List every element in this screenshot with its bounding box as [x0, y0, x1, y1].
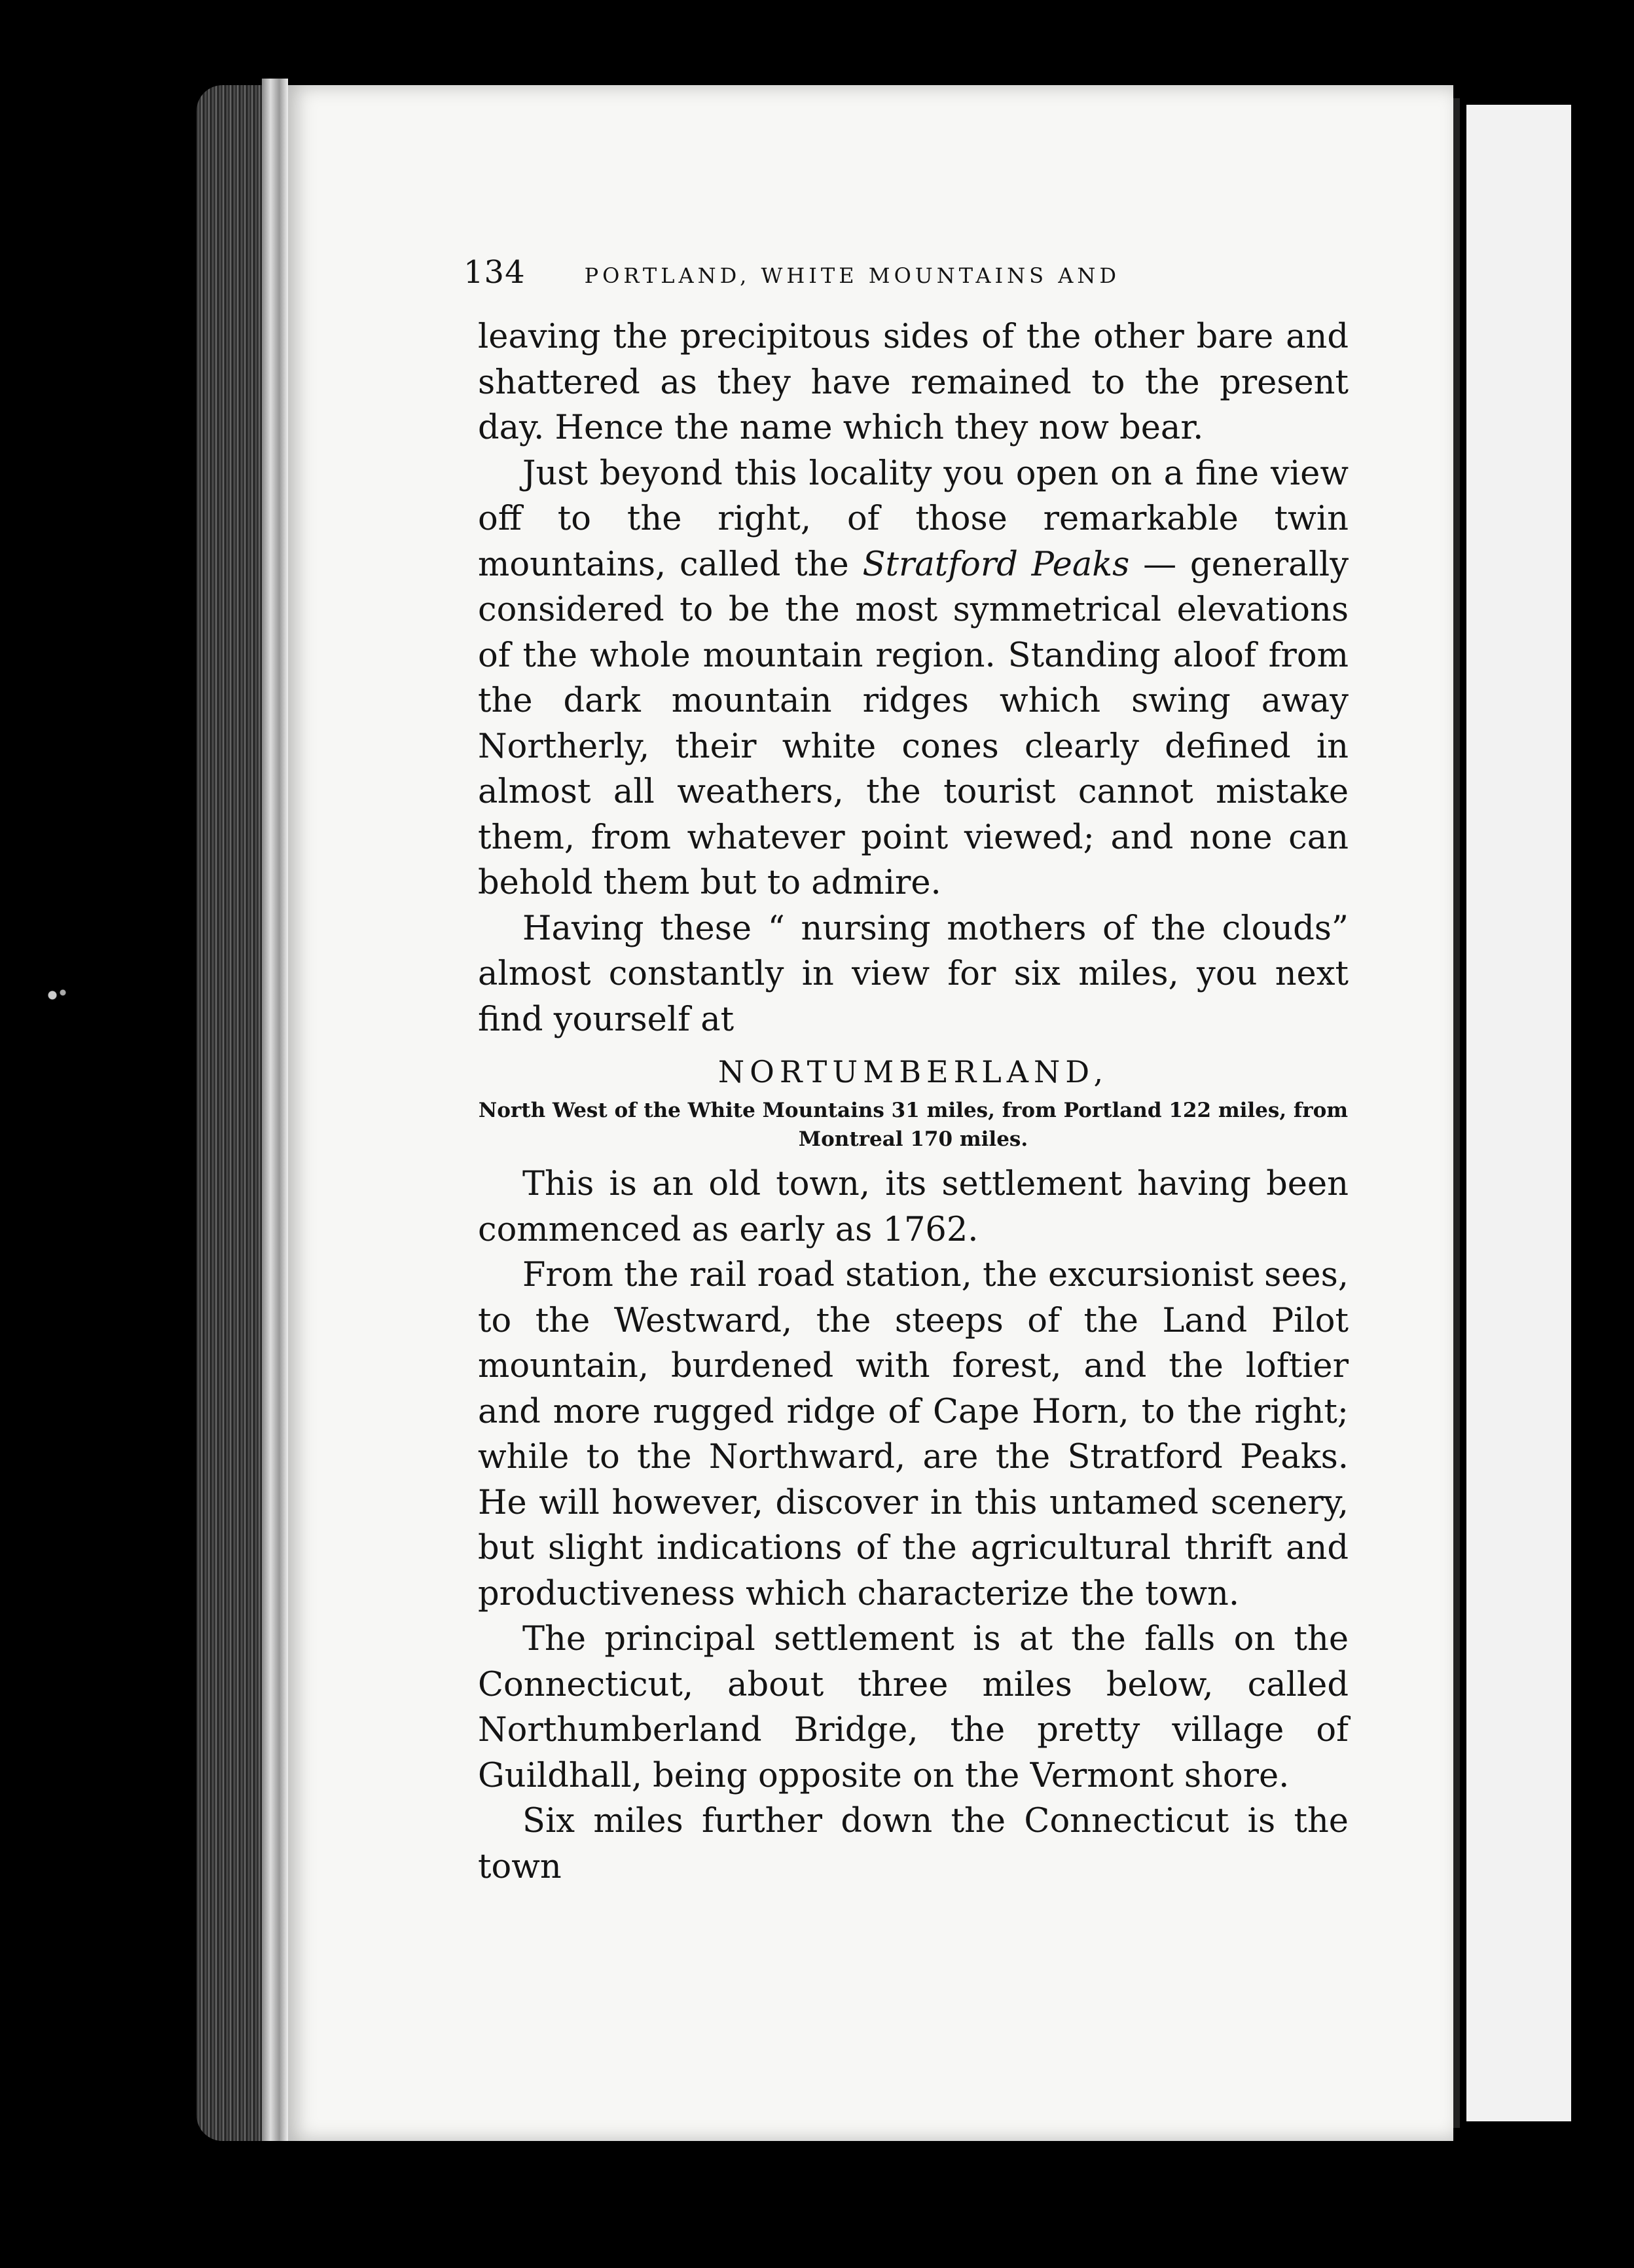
- page-number: 134: [463, 254, 526, 291]
- section-heading: NORTUMBERLAND,: [717, 1054, 1109, 1089]
- paragraph-stratford-peaks: [478, 451, 1349, 906]
- text-block: [478, 314, 1349, 1890]
- facing-page-edge: [1466, 105, 1571, 2121]
- paragraph-old-town: This is an old town, its settlement having been commenced as early as 1762.: [478, 1165, 1349, 1249]
- paragraph-six-miles: Six miles further down the Connecticut is the town: [478, 1802, 1349, 1886]
- book-page: [288, 85, 1453, 2141]
- paragraph-text: — generally considered to be the most symmetrical elevations of the whole mountain region. Standing aloof from the dark mountain ridges which swing away Northerly, their white cones clearly defined in almost all weathers, the tourist cannot mistake them, from whatever point viewed; and none can behold them but to admire.: [478, 545, 1349, 902]
- paragraph-nursing-mothers: Having these “ nursing mothers of the clouds” almost constantly in view for six miles, you next find yourself at: [478, 909, 1349, 1039]
- running-title: PORTLAND, WHITE MOUNTAINS AND: [584, 263, 1120, 288]
- stratford-peaks-italic: Stratford Peaks: [862, 545, 1130, 584]
- section-subheading: North West of the White Mountains 31 miles, from Portland 122 miles, from Montreal 170 miles.: [478, 1099, 1349, 1151]
- paragraph-text: Just beyond this locality you open on a fine view off to the right, of those remarkable twin mountains, called the: [478, 454, 1349, 584]
- paragraph-principal-settlement: The principal settlement is at the falls on the Connecticut, about three miles below, called Northumberland Bridge, the pretty village of Guildhall, being opposite on the Vermont shore.: [478, 1620, 1349, 1795]
- paragraph-continuation: leaving the precipitous sides of the other bare and shattered as they have remained to the present day. Hence the name which they now bear.: [478, 318, 1349, 447]
- paragraph-rail-road-station: From the rail road station, the excursionist sees, to the Westward, the steeps of the Land Pilot mountain, burdened with forest, and the loftier and more rugged ridge of Cape Horn, to the right; while to the Northward, are the Stratford Peaks. He will however, discover in this untamed scenery, but slight indications of the agricultural thrift and productiveness which characterize the town.: [478, 1256, 1349, 1613]
- running-head: [463, 254, 1380, 293]
- scan-speck: [26, 982, 79, 1008]
- page-stack-left: [262, 79, 288, 2141]
